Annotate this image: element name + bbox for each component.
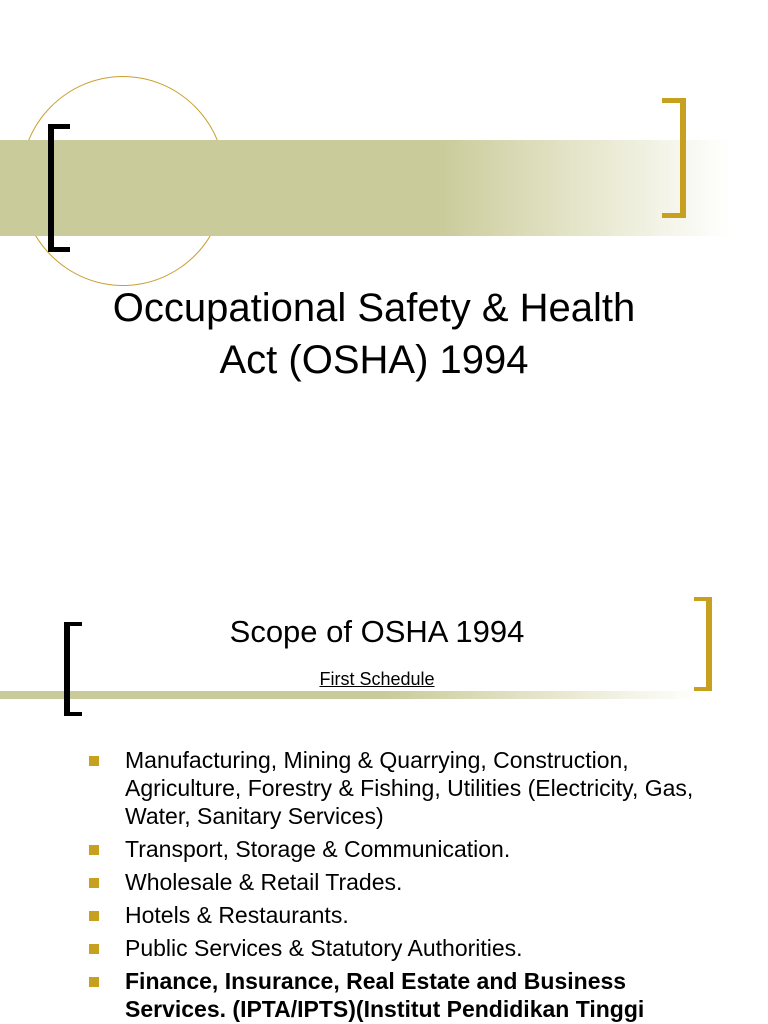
bullet-text: Wholesale & Retail Trades. <box>125 869 403 895</box>
bullet-item <box>0 901 768 929</box>
bullet-item <box>0 967 768 1023</box>
slide-subtitle: First Schedule <box>319 669 435 689</box>
bullet-text: Manufacturing, Mining & Quarrying, Construction, Agriculture, Forestry & Fishing, Utilities (Electricity, Gas, Water, Sanitary Services) <box>125 747 694 829</box>
bullet-item <box>0 746 768 830</box>
left-bracket-decoration <box>48 124 70 252</box>
square-bullet-icon <box>89 756 99 766</box>
bullet-text: Transport, Storage & Communication. <box>125 836 511 862</box>
square-bullet-icon <box>89 911 99 921</box>
slide-title <box>60 282 688 386</box>
square-bullet-icon <box>89 944 99 954</box>
decorative-band <box>0 140 730 236</box>
right-bracket-decoration <box>662 98 686 218</box>
bullet-item <box>0 835 768 863</box>
bullet-item <box>0 868 768 896</box>
square-bullet-icon <box>89 977 99 987</box>
bullet-text: Hotels & Restaurants. <box>125 902 349 928</box>
slide-title: Scope of OSHA 1994 <box>229 614 525 649</box>
decorative-band <box>0 691 700 699</box>
bullet-list <box>0 746 768 1024</box>
square-bullet-icon <box>89 878 99 888</box>
bullet-text: Public Services & Statutory Authorities. <box>125 935 523 961</box>
slide-title-line-2: Act (OSHA) 1994 <box>219 338 529 382</box>
right-bracket-decoration <box>694 597 712 691</box>
slide-title-line-1: Occupational Safety & Health <box>112 286 636 330</box>
square-bullet-icon <box>89 845 99 855</box>
scope-slide <box>0 560 768 1024</box>
left-bracket-decoration <box>64 622 82 716</box>
bullet-text: Finance, Insurance, Real Estate and Business Services. (IPTA/IPTS)(Institut Pendidikan Tinggi <box>125 968 645 1022</box>
bullet-item <box>0 934 768 962</box>
